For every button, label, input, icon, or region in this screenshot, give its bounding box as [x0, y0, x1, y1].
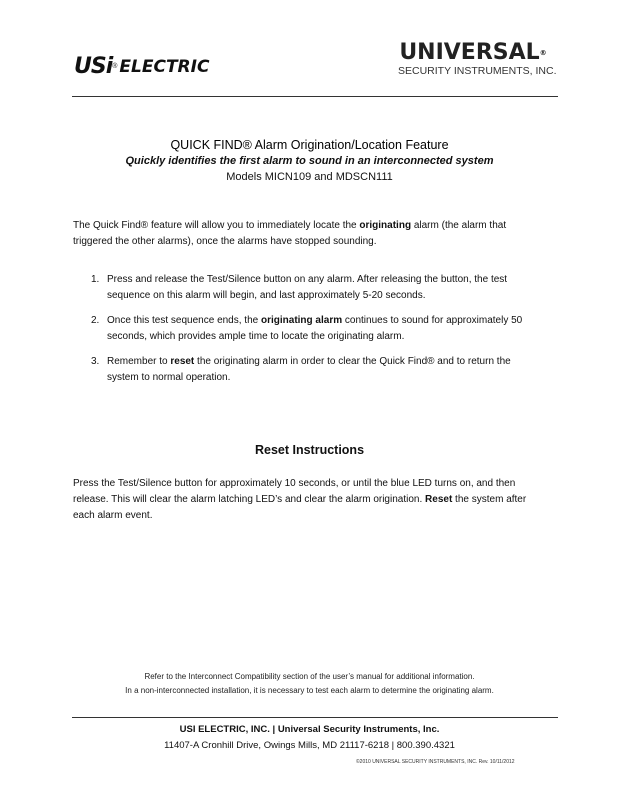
- step-number: 2.: [91, 315, 100, 326]
- step-text-before: Press and release the Test/Silence button on any alarm. After releasing the button, the test sequence on this alarm will begin, and last approximately 5-20 seconds.: [107, 274, 508, 301]
- step-text-before: Remember to: [107, 356, 171, 367]
- usi-electric-logo: [74, 54, 209, 79]
- step-item: [73, 354, 545, 386]
- intro-text-before: The Quick Find® feature will allow you to immediately locate the: [73, 220, 360, 231]
- usi-logo-mark: USi: [74, 54, 113, 79]
- page-title: QUICK FIND® Alarm Origination/Location Feature: [170, 138, 449, 152]
- note-line-2: In a non-interconnected installation, it is necessary to test each alarm to determine the originating alarm.: [125, 686, 494, 695]
- universal-logo-registered: ®: [539, 49, 547, 57]
- step-number: 1.: [91, 274, 100, 285]
- step-text-bold: reset: [170, 356, 195, 367]
- step-text-before: Once this test sequence ends, the: [107, 315, 261, 326]
- universal-logo: [398, 40, 557, 77]
- header-divider: [72, 96, 558, 97]
- step-item: [73, 272, 545, 304]
- instruction-steps: [73, 272, 545, 395]
- reset-text-after: the system after each alarm event.: [73, 494, 527, 521]
- universal-logo-word-row: [398, 40, 548, 66]
- step-text-bold: originating alarm: [260, 315, 343, 326]
- footer-address-line: 11407-A Cronhill Drive, Owings Mills, MD 21117-6218 | 800.390.4321: [164, 740, 455, 751]
- intro-text-after: alarm (the alarm that triggered the other alarms), once the alarms have stopped sounding.: [73, 220, 507, 247]
- usi-logo-word: ELECTRIC: [119, 56, 210, 77]
- step-text-after: the originating alarm in order to clear the Quick Find® and to return the system to normal operation.: [107, 356, 511, 383]
- intro-text-bold: originating: [359, 220, 412, 231]
- step-text-after: continues to sound for approximately 50 seconds, which provides ample time to locate the originating alarm.: [107, 315, 523, 342]
- intro-paragraph: [73, 218, 545, 250]
- reset-heading: Reset Instructions: [254, 443, 365, 457]
- page-subtitle: Quickly identifies the first alarm to sound in an interconnected system: [125, 155, 494, 167]
- copyright-notice: ©2010 UNIVERSAL SECURITY INSTRUMENTS, INC. Rev. 10/11/2012: [356, 759, 515, 765]
- universal-logo-subtitle: SECURITY INSTRUMENTS, INC.: [398, 65, 557, 77]
- usi-logo-registered: ®: [112, 63, 118, 70]
- step-item: [73, 313, 545, 345]
- reset-text-bold: Reset: [425, 494, 453, 505]
- reset-paragraph: [73, 476, 545, 524]
- note-line-1: Refer to the Interconnect Compatibility section of the user’s manual for additional information.: [144, 672, 475, 681]
- models-line: Models MICN109 and MDSCN111: [226, 171, 393, 183]
- footer-company-line: USI ELECTRIC, INC. | Universal Security Instruments, Inc.: [179, 724, 440, 735]
- step-number: 3.: [91, 356, 100, 367]
- footer-divider: [72, 717, 558, 718]
- reset-text-before: Press the Test/Silence button for approximately 10 seconds, or until the blue LED turns on, and then release. This will clear the alarm latching LED’s and clear the alarm origination.: [73, 478, 516, 505]
- universal-logo-word: UNIVERSAL: [399, 40, 540, 65]
